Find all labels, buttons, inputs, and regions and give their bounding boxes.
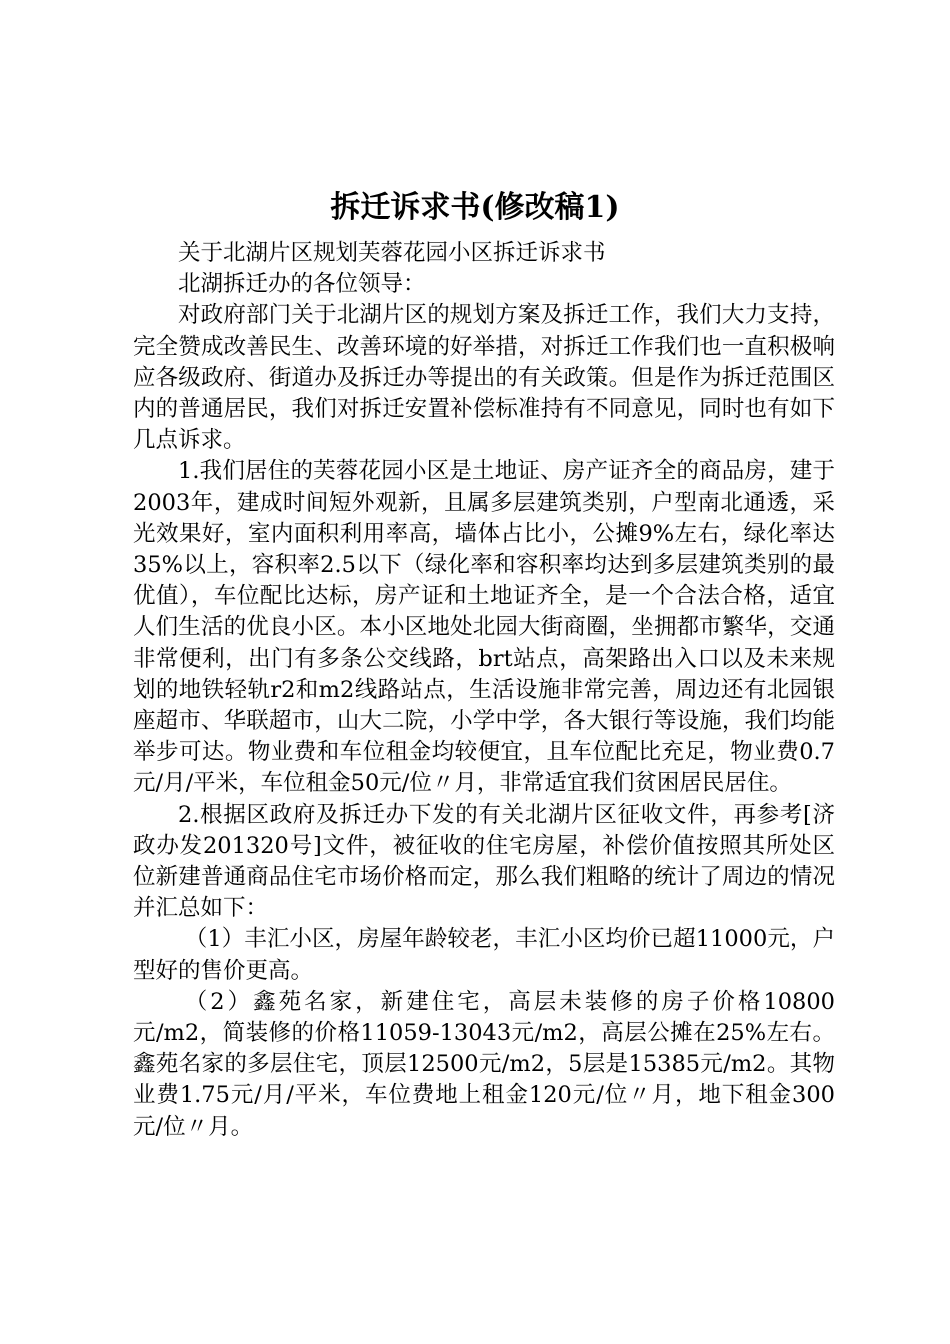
salutation: 北湖拆迁办的各位领导： bbox=[178, 271, 426, 298]
subject-line: 关于北湖片区规划芙蓉花园小区拆迁诉求书 bbox=[178, 240, 606, 266]
sub-item-2: （2）鑫苑名家，新建住宅，高层未装修的房子价格10800元/m2，简装修的价格11059-13043元/m2，高层公摊在25%左右。鑫苑名家的多层住宅，顶层12500元/m2，5层是15385元/m2。其物业费1.75元/月/平米，车位费地上租金120元/位〃月，地下租金300元/位〃月。 bbox=[133, 988, 835, 1140]
intro-paragraph: 对政府部门关于北湖片区的规划方案及拆迁工作，我们大力支持，完全赞成改善民生、改善环境的好举措，对拆迁工作我们也一直积极响应各级政府、街道办及拆迁办等提出的有关政策。但是作为拆迁范围区内的普通居民，我们对拆迁安置补偿标准持有不同意见，同时也有如下几点诉求。 bbox=[133, 302, 835, 454]
document-title: 拆迁诉求书(修改稿1) bbox=[330, 190, 620, 225]
document-body bbox=[133, 238, 835, 1143]
point-2-paragraph: 2.根据区政府及拆迁办下发的有关北湖片区征收文件，再参考[济政办发201320号]文件，被征收的住宅房屋，补偿价值按照其所处区位新建普通商品住宅市场价格而定，那么我们粗略的统计了周边的情况并汇总如下： bbox=[133, 801, 835, 922]
point-1-paragraph: 1.我们居住的芙蓉花园小区是土地证、房产证齐全的商品房，建于2003年，建成时间短外观新，且属多层建筑类别，户型南北通透，采光效果好，室内面积利用率高，墙体占比小，公摊9%左右，绿化率达35%以上，容积率2.5以下（绿化率和容积率均达到多层建筑类别的最优值），车位配比达标，房产证和土地证齐全，是一个合法合格，适宜人们生活的优良小区。本小区地处北园大街商圈，坐拥都市繁华，交通非常便利，出门有多条公交线路，brt站点，高架路出入口以及未来规划的地铁轻轨r2和m2线路站点，生活设施非常完善，周边还有北园银座超市、华联超市，山大二院，小学中学，各大银行等设施，我们均能举步可达。物业费和车位租金均较便宜，且车位配比充足，物业费0.7元/月/平米，车位租金50元/位〃月，非常适宜我们贫困居民居住。 bbox=[133, 458, 835, 797]
sub-item-1: （1）丰汇小区，房屋年龄较老，丰汇小区均价已超11000元，户型好的售价更高。 bbox=[133, 926, 835, 984]
